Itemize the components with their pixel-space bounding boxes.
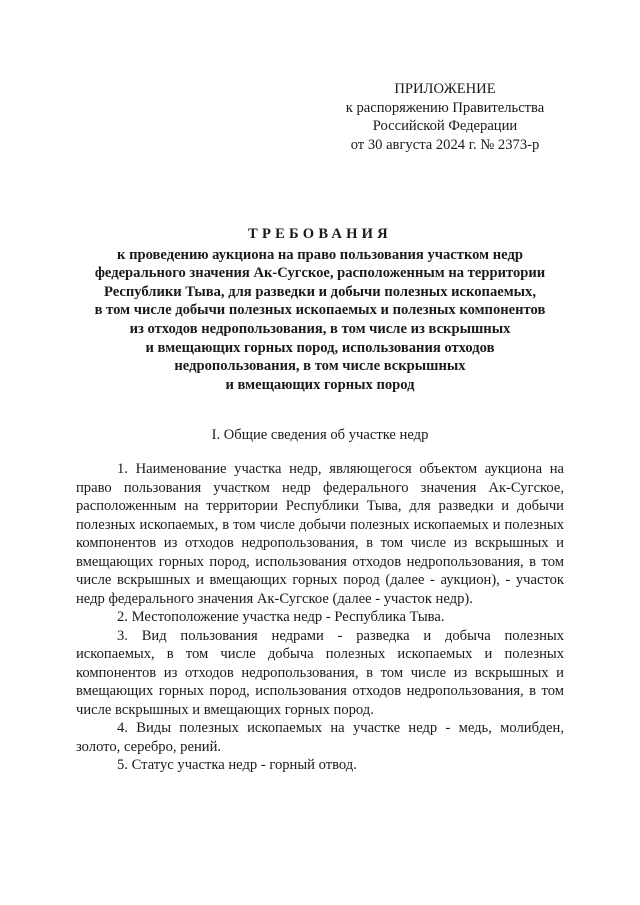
paragraph-4: 4. Виды полезных ископаемых на участке недр - медь, молибден, золото, серебро, рений. (76, 720, 564, 755)
heading-line: и вмещающих горных пород, использования отходов (145, 339, 495, 356)
document-title: ТРЕБОВАНИЯ (248, 226, 392, 242)
heading-line: из отходов недропользования, в том числе из вскрышных (129, 320, 511, 337)
annex-authority: Российской Федерации (372, 118, 518, 135)
heading-line: и вмещающих горных пород (225, 376, 415, 393)
document-heading (60, 225, 580, 394)
heading-line: к проведению аукциона на право пользования участком недр (117, 246, 523, 263)
heading-line: федерального значения Ак-Сугское, расположенным на территории (94, 265, 546, 282)
annex-date-number: от 30 августа 2024 г. № 2373-р (350, 137, 540, 154)
heading-line: в том числе добычи полезных ископаемых и полезных компонентов (94, 302, 546, 319)
section-title: I. Общие сведения об участке недр (211, 427, 429, 443)
paragraph-5: 5. Статус участка недр - горный отвод. (117, 757, 357, 773)
document-body (76, 460, 564, 775)
paragraph-1: 1. Наименование участка недр, являющегося объектом аукциона на право пользования участком недр федерального значения Ак-Сугское, расположенным на территории Республики Тыва, для разведки и добычи полезных ископаемых, в том числе добычи полезных ископаемых и полезных компонентов из отходов недропользования, в том числе из вскрышных и вмещающих горных пород, использования отходов недропользования, в том числе вскрышных и вмещающих горных пород (далее - аукцион), - участок недр федерального значения Ак-Сугское (далее - участок недр). (76, 461, 564, 607)
annex-label: ПРИЛОЖЕНИЕ (394, 81, 496, 97)
paragraph-3: 3. Вид пользования недрами - разведка и добыча полезных ископаемых, в том числе добыча полезных ископаемых и полезных компонентов из отходов недропользования, в том числе из вскрышных и вмещающих горных пород, использования отходов недропользования, в том числе вскрышных и вмещающих горных пород. (76, 627, 564, 718)
heading-line: Республики Тыва, для разведки и добычи полезных ископаемых, (103, 283, 536, 300)
heading-line: недропользования, в том числе вскрышных (174, 358, 466, 375)
annex-reference: к распоряжению Правительства (345, 99, 545, 116)
annex-block (330, 80, 560, 155)
paragraph-2: 2. Местоположение участка недр - Республика Тыва. (117, 609, 445, 625)
